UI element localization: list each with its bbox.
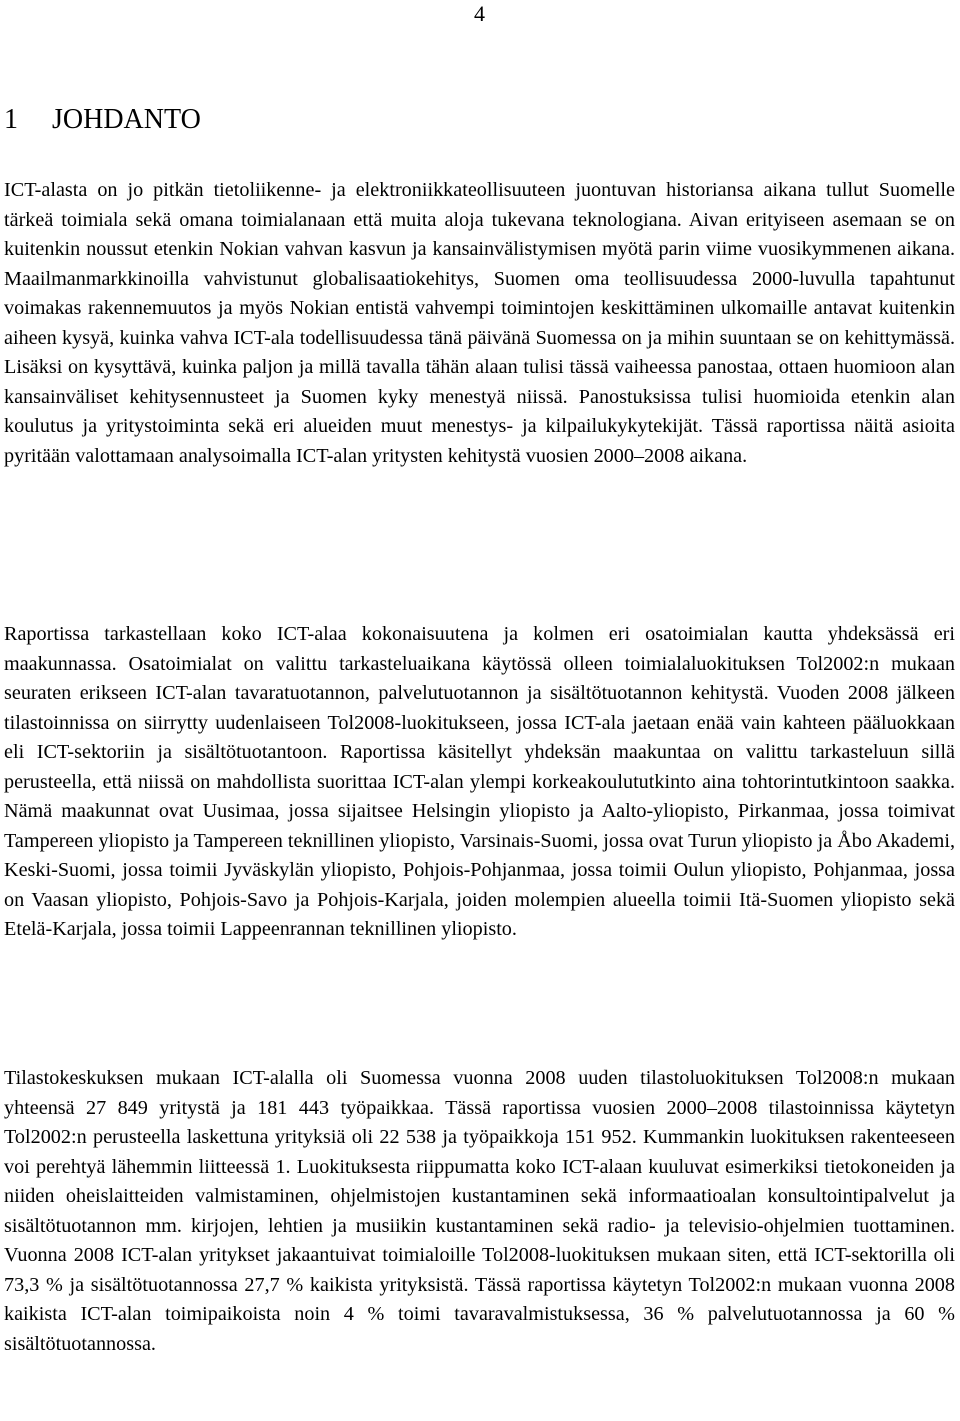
chapter-title: JOHDANTO <box>52 104 201 135</box>
page-number: 4 <box>474 1 485 26</box>
body-paragraph-2: Raportissa tarkastellaan koko ICT-alaa kokonaisuutena ja kolmen eri osatoimialan kautta yhdeksässä eri maakunnassa. Osatoimialat on valittu tarkasteluaikana käytössä olleen toimialaluokituksen Tol2002:n mukaan seuraten erikseen ICT-alan tavaratuotannon, palvelutuotannon ja sisältötuotannon kehitystä. Vuoden 2008 jälkeen tilastoinnissa on siirrytty uudenlaiseen Tol2008-luokitukseen, jossa ICT-ala jaetaan enää vain kahteen pääluokkaan eli ICT-sektoriin ja sisältötuotantoon. Raportissa käsitellyt yhdeksän maakuntaa on valittu tarkasteluun sillä perusteella, että niissä on mahdollista suorittaa ICT-alan ylempi korkeakoulututkinto aina tohtorintutkintoon saakka. Nämä maakunnat ovat Uusimaa, jossa sijaitsee Helsingin yliopisto ja Aalto-yliopisto, Pirkanmaa, jossa toimivat Tampereen yliopisto ja Tampereen teknillinen yliopisto, Varsinais-Suomi, jossa ovat Turun yliopisto ja Åbo Akademi, Keski-Suomi, jossa toimii Jyväskylän yliopisto, Pohjois-Pohjanmaa, jossa toimii Oulun yliopisto, Pohjanmaa, jossa on Vaasan yliopisto, Pohjois-Savo ja Pohjois-Karjala, joiden molempien alueella toimii Itä-Suomen yliopisto sekä Etelä-Karjala, jossa toimii Lappeenrannan teknillinen yliopisto. <box>4 623 955 941</box>
body-paragraph-3: Tilastokeskuksen mukaan ICT-alalla oli Suomessa vuonna 2008 uuden tilastoluokituksen Tol2008:n mukaan yhteensä 27 849 yritystä ja 181 443 työpaikkaa. Tässä raportissa vuosien 2000–2008 tilastoinnissa käytetyn Tol2002:n perusteella laskettuna yrityksiä oli 22 538 ja työpaikkoja 151 952. Kummankin luokituksen rakenteeseen voi perehtyä lähemmin liitteessä 1. Luokituksesta riippumatta koko ICT-alaan kuuluvat esimerkiksi tietokoneiden ja niiden oheislaitteiden valmistaminen, ohjelmistojen kustantaminen sekä informaatioalan konsultointipalvelut ja sisältötuotannon mm. kirjojen, lehtien ja musiikin kustantaminen sekä radio- ja televisio-ohjelmien tuottaminen. Vuonna 2008 ICT-alan yritykset jakaantuivat toimialoille Tol2008-luokituksen mukaan siten, että ICT-sektorilla oli 73,3 % ja sisältötuotannossa 27,7 % kaikista yrityksistä. Tässä raportissa käytetyn Tol2002:n mukaan vuonna 2008 kaikista ICT-alan toimipaikoista noin 4 % toimi tavaravalmistuksessa, 36 % palvelutuotannossa ja 60 % sisältötuotannossa. <box>4 1067 955 1355</box>
chapter-heading <box>4 103 201 137</box>
chapter-number: 1 <box>4 104 18 135</box>
body-paragraph-1: ICT-alasta on jo pitkän tietoliikenne- ja elektroniikkateollisuuteen juontuvan historiansa aikana tullut Suomelle tärkeä toimiala sekä omana toimialanaan että muita aloja tukevana teknologiana. Aivan erityiseen asemaan se on kuitenkin noussut etenkin Nokian vahvan kasvun ja kansainvälistymisen myötä parin viime vuosikymmenen aikana. Maailmanmarkkinoilla vahvistunut globalisaatiokehitys, Suomen oma teollisuudessa 2000-luvulla tapahtunut voimakas rakennemuutos ja myös Nokian entistä vahvempi toimintojen keskittäminen ulkomaille antavat kuitenkin aiheen kysyä, kuinka vahva ICT-ala todellisuudessa tänä päivänä Suomessa on ja mihin suuntaan se on kehittymässä. Lisäksi on kysyttävä, kuinka paljon ja millä tavalla tähän alaan tulisi tässä vaiheessa panostaa, ottaen huomioon alan kansainväliset kehitysennusteet ja Suomen kyky menestyä niissä. Panostuksissa tulisi huomioida etenkin alan koulutus ja yritystoiminta sekä eri alueiden muut menestys- ja kilpailukykytekijät. Tässä raportissa näitä asioita pyritään valottamaan analysoimalla ICT-alan yritysten kehitystä vuosien 2000–2008 aikana. <box>4 179 955 467</box>
